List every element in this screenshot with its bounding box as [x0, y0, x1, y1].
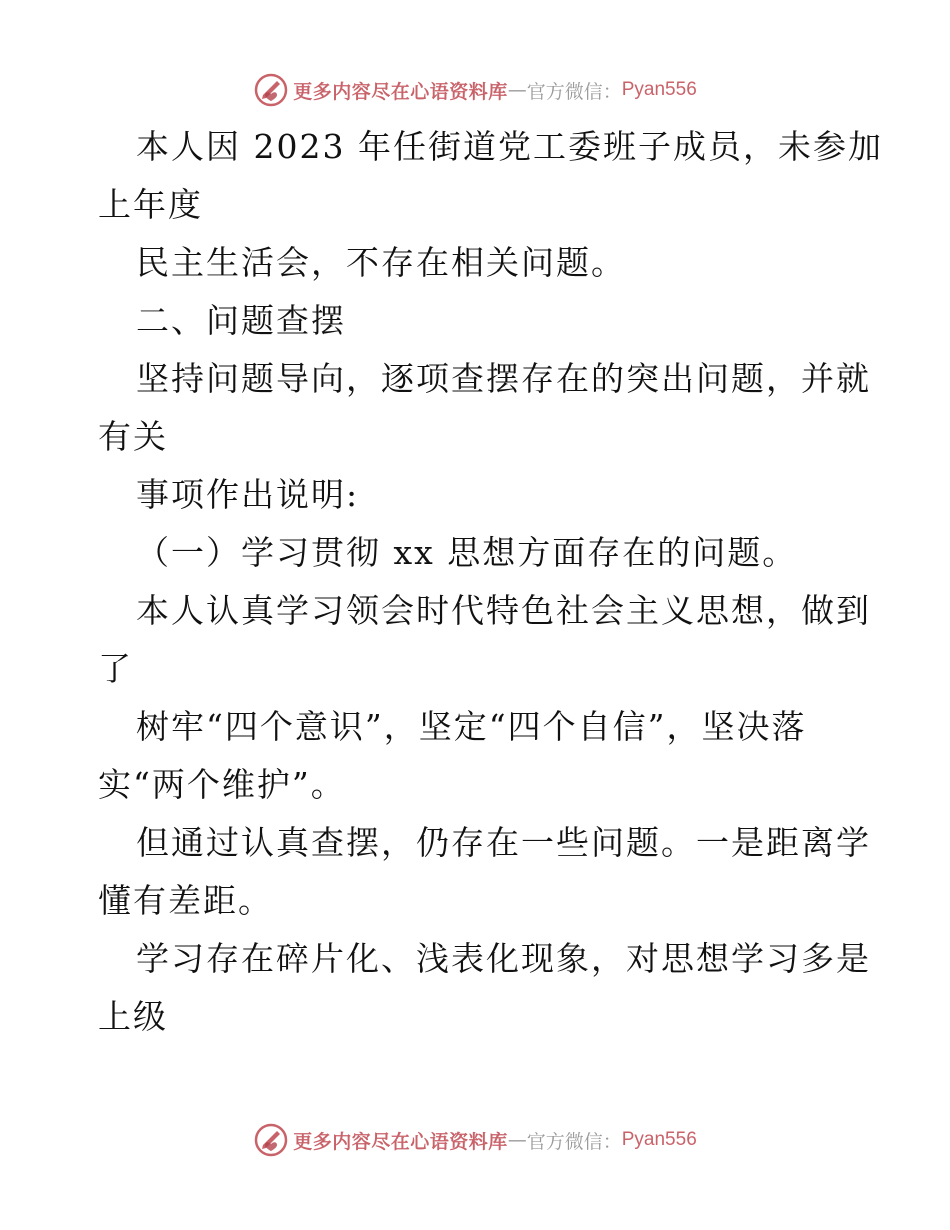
watermark-main-text: 更多内容尽在心语资料库	[293, 80, 508, 103]
watermark-sub-text: 官方微信：	[526, 1130, 622, 1153]
pen-heart-logo-icon	[253, 72, 289, 108]
watermark-main-text: 更多内容尽在心语资料库	[293, 1130, 508, 1153]
text-line: 上年度	[98, 185, 203, 224]
footer-watermark	[0, 1120, 950, 1160]
text-line: 有关	[98, 417, 168, 456]
text-line: 民主生活会，不存在相关问题。	[136, 243, 626, 282]
watermark-wechat-id: Pyan556	[621, 1129, 697, 1150]
section-heading: 二、问题查摆	[136, 301, 346, 340]
pen-heart-logo-icon	[253, 1122, 289, 1158]
watermark-dash: —	[507, 1129, 527, 1151]
text-line: 但通过认真查摆，仍存在一些问题。一是距离学	[136, 823, 871, 862]
text-line: 本人因 2023 年任街道党工委班子成员，未参加	[136, 127, 883, 166]
text-line: 坚持问题导向，逐项查摆存在的突出问题，并就	[136, 359, 871, 398]
text-line: 事项作出说明:	[136, 475, 360, 514]
text-line: 了	[98, 649, 133, 688]
text-line: 本人认真学习领会时代特色社会主义思想，做到	[136, 591, 871, 630]
header-watermark	[0, 70, 950, 110]
text-line: 上级	[98, 997, 168, 1036]
text-line: 懂有差距。	[98, 881, 273, 920]
subsection-heading: （一）学习贯彻 xx 思想方面存在的问题。	[136, 533, 798, 572]
text-line: 学习存在碎片化、浅表化现象，对思想学习多是	[136, 939, 871, 978]
watermark-wechat-id: Pyan556	[621, 79, 697, 100]
watermark-dash: —	[507, 79, 527, 101]
text-line: 实“两个维护”。	[98, 765, 346, 804]
watermark-sub-text: 官方微信：	[526, 80, 622, 103]
text-line: 树牢“四个意识”，坚定“四个自信”，坚决落	[136, 707, 807, 746]
document-body	[98, 118, 883, 1046]
